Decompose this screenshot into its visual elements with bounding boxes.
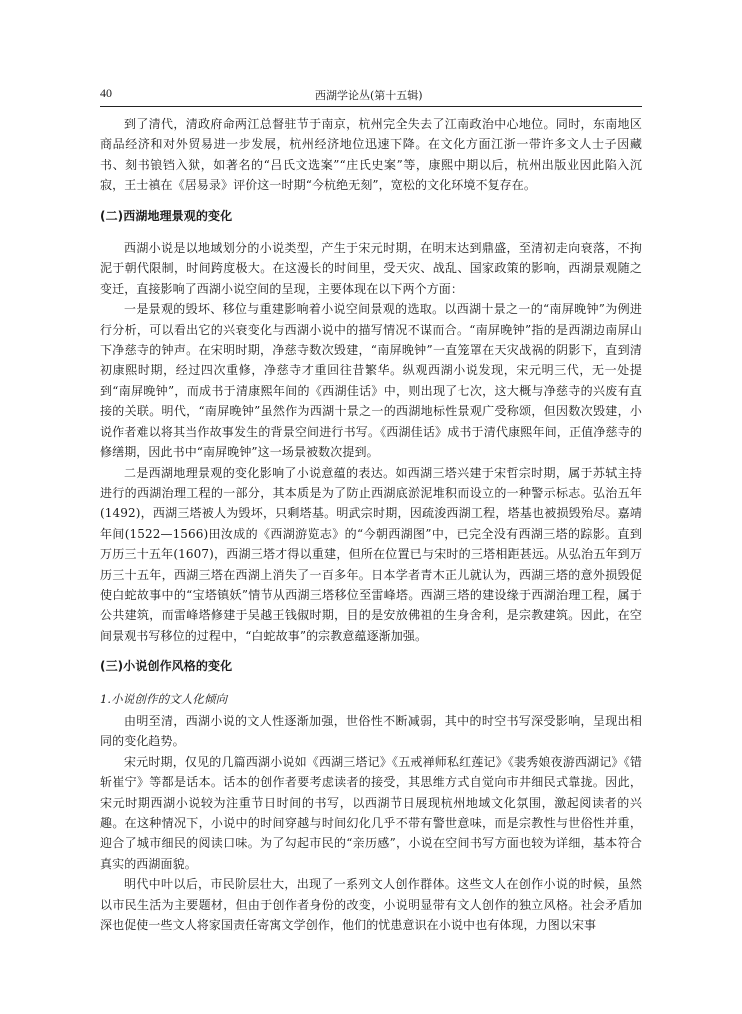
paragraph: 宋元时期，仅见的几篇西湖小说如《西湖三塔记》《五戒禅师私红莲记》《裴秀娘夜游西湖记》《错斩崔宁》等都是话本。话本的创作者要考虑读者的接受，其思维方式自觉向市井细民式靠拢。因此，宋元时期西湖小说较为注重节日时间的书写，以西湖节日展现杭州地域文化氛围，激起阅读者的兴趣。在这种情况下，小说中的时间穿越与时间幻化几乎不带有警世意味，而是宗教性与世俗性并重，迎合了城市细民的阅读口味。为了勾起市民的“亲历感”，小说在空间书写方面也较为详细，基本符合真实的西湖面貌。 [100,754,642,871]
body-text [100,114,642,935]
paragraph: 到了清代，清政府命两江总督驻节于南京，杭州完全失去了江南政治中心地位。同时，东南地区商品经济和对外贸易进一步发展，杭州经济地位迅速下降。在文化方面江浙一带许多文人士子因藏书、刻书锒铛入狱，如著名的“吕氏文选案”“庄氏史案”等，康熙中期以后，杭州出版业因此陷入沉寂，王士禛在《居易录》评价这一时期“今杭绝无刻”，宽松的文化环境不复存在。 [100,117,642,193]
paragraph: 一是景观的毁坏、移位与重建影响着小说空间景观的选取。以西湖十景之一的“南屏晚钟”为例进行分析，可以看出它的兴衰变化与西湖小说中的描写情况不谋而合。“南屏晚钟”指的是西湖边南屏山下净慈寺的钟声。在宋明时期，净慈寺数次毁建，“南屏晚钟”一直笼罩在天灾战祸的阴影下，直到清初康熙时期，经过四次重修，净慈寺才重回往昔繁华。纵观西湖小说发现，宋元明三代，无一处提到“南屏晚钟”，而成书于清康熙年间的《西湖佳话》中，则出现了七次，这大概与净慈寺的兴废有直接的关联。明代，“南屏晚钟”虽然作为西湖十景之一的西湖地标性景观广受称颂，但因数次毁建，小说作者难以将其当作故事发生的背景空间进行书写。《西湖佳话》成书于清代康熙年间，正值净慈寺的修缮期，因此书中“南屏晚钟”这一场景被数次提到。 [100,302,642,460]
paragraph: 西湖小说是以地域划分的小说类型，产生于宋元时期，在明末达到鼎盛，至清初走向衰落，不拘泥于朝代限制，时间跨度极大。在这漫长的时间里，受天灾、战乱、国家政策的影响，西湖景观随之变迁，直接影响了西湖小说空间的呈现，主要体现在以下两个方面： [100,241,642,296]
paragraph: 明代中叶以后，市民阶层壮大，出现了一系列文人创作群体。这些文人在创作小说的时候，虽然以市民生活为主要题材，但由于创作者身份的改变，小说明显带有文人创作的独立风格。社会矛盾加深也促使一些文人将家国责任寄寓文学创作，他们的忧患意识在小说中也有体现，力图以宋事 [100,877,642,933]
paragraph: 二是西湖地理景观的变化影响了小说意蕴的表达。如西湖三塔兴建于宋哲宗时期，属于苏轼主持进行的西湖治理工程的一部分，其本质是为了防止西湖底淤泥堆积而设立的一种警示标志。弘治五年(1492)，西湖三塔被人为毁坏，只剩塔基。明武宗时期，因疏浚西湖工程，塔基也被损毁殆尽。嘉靖年间(1522—1566)田汝成的《西湖游览志》的“今朝西湖图”中，已完全没有西湖三塔的踪影。直到万历三十五年(1607)，西湖三塔才得以重建，但所在位置已与宋时的三塔相距甚远。从弘治五年到万历三十五年，西湖三塔在西湖上消失了一百多年。日本学者青木正儿就认为，西湖三塔的意外损毁促使白蛇故事中的“宝塔镇妖”情节从西湖三塔移位至雷峰塔。西湖三塔的建设缘于西湖治理工程，属于公共建筑，而雷峰塔修建于吴越王钱俶时期，目的是安放佛祖的生身舍利，是宗教建筑。因此，在空间景观书写移位的过程中，“白蛇故事”的宗教意蕴逐渐加强。 [100,465,642,643]
section-heading: (二)西湖地理景观的变化 [100,208,233,223]
running-header [100,86,642,107]
journal-title: 西湖学论丛(第十五辑) [315,89,423,102]
section-heading: (三)小说创作风格的变化 [100,659,233,674]
paragraph: 由明至清，西湖小说的文人性逐渐加强，世俗性不断减弱，其中的时空书写深受影响，呈现出相同的变化趋势。 [100,713,642,749]
subsection-heading: 1.小说创作的文人化倾向 [100,691,228,706]
page-number: 40 [100,86,112,100]
